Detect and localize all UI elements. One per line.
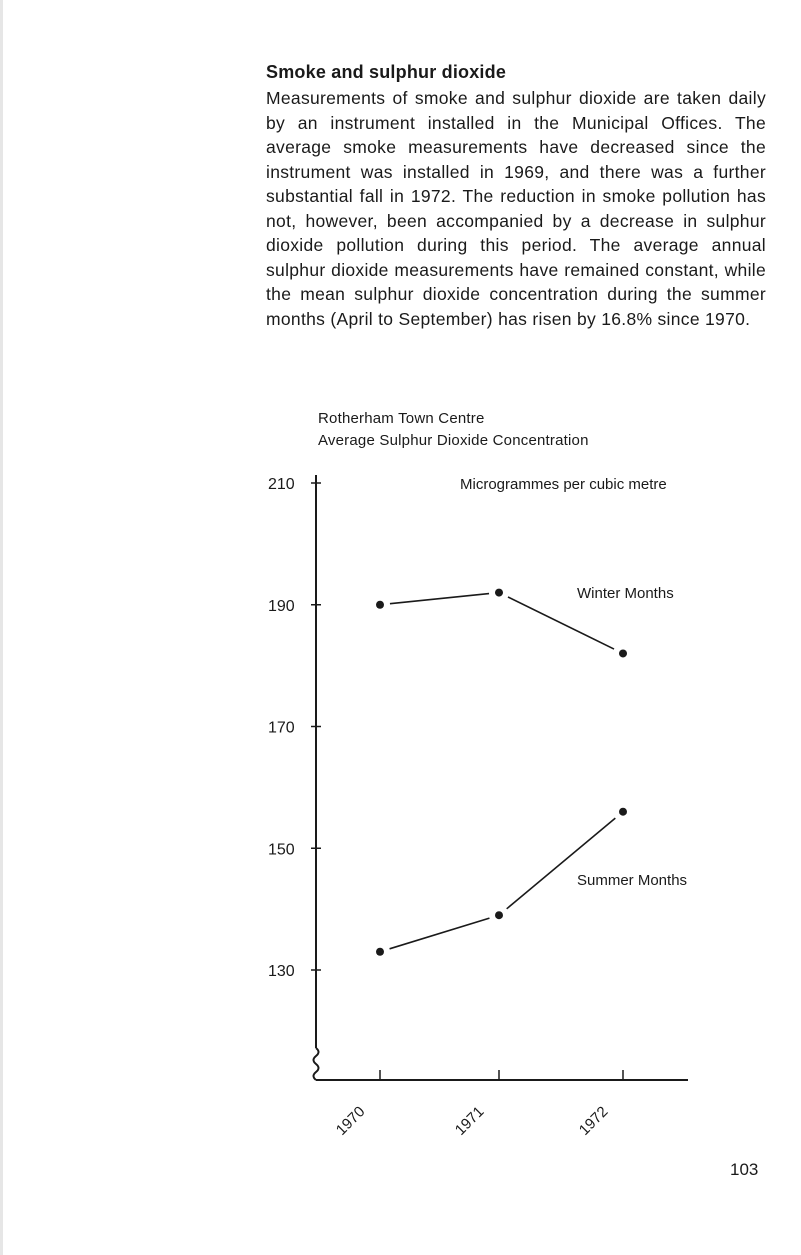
series-segment <box>390 594 489 604</box>
data-point <box>376 601 384 609</box>
page-number: 103 <box>730 1160 759 1179</box>
series-label: Winter Months <box>577 585 674 602</box>
x-tick-label: 1970 <box>332 1103 369 1139</box>
series-segment <box>508 597 614 649</box>
chart-title: Rotherham Town Centre <box>318 410 485 427</box>
chart-subtitle: Average Sulphur Dioxide Concentration <box>318 432 589 449</box>
axis-break-mark <box>314 1048 319 1080</box>
y-axis-unit-label: Microgrammes per cubic metre <box>460 476 667 493</box>
series-label: Summer Months <box>577 872 688 889</box>
section-heading: Smoke and sulphur dioxide <box>266 62 507 82</box>
data-point <box>619 649 627 657</box>
data-point <box>619 808 627 816</box>
data-point <box>376 948 384 956</box>
y-tick-label: 190 <box>268 597 295 615</box>
y-tick-label: 210 <box>268 476 295 493</box>
body-paragraph: Measurements of smoke and sulphur dioxide are taken daily by an instrument installed in the Municipal Offices. The average smoke measurements have decreased since the instrument was installed in 1969, and there was a further substantial fall in 1972. The reduction in smoke pollution has not, however, been accompanied by a decrease in sulphur dioxide pollution during this period. The average annual sulphur dioxide measurements have remained constant, while the mean sulphur dioxide concentration during the summer months (April to September) has risen by 16.8% since 1970. <box>266 88 766 329</box>
x-tick-label: 1972 <box>575 1103 612 1139</box>
data-point <box>495 589 503 597</box>
y-tick-label: 170 <box>268 719 295 737</box>
data-point <box>495 911 503 919</box>
y-tick-label: 130 <box>268 963 295 980</box>
x-tick-label: 1971 <box>451 1103 488 1139</box>
series-segment <box>390 918 490 949</box>
series-segment <box>507 818 616 909</box>
y-tick-label: 150 <box>268 841 295 859</box>
